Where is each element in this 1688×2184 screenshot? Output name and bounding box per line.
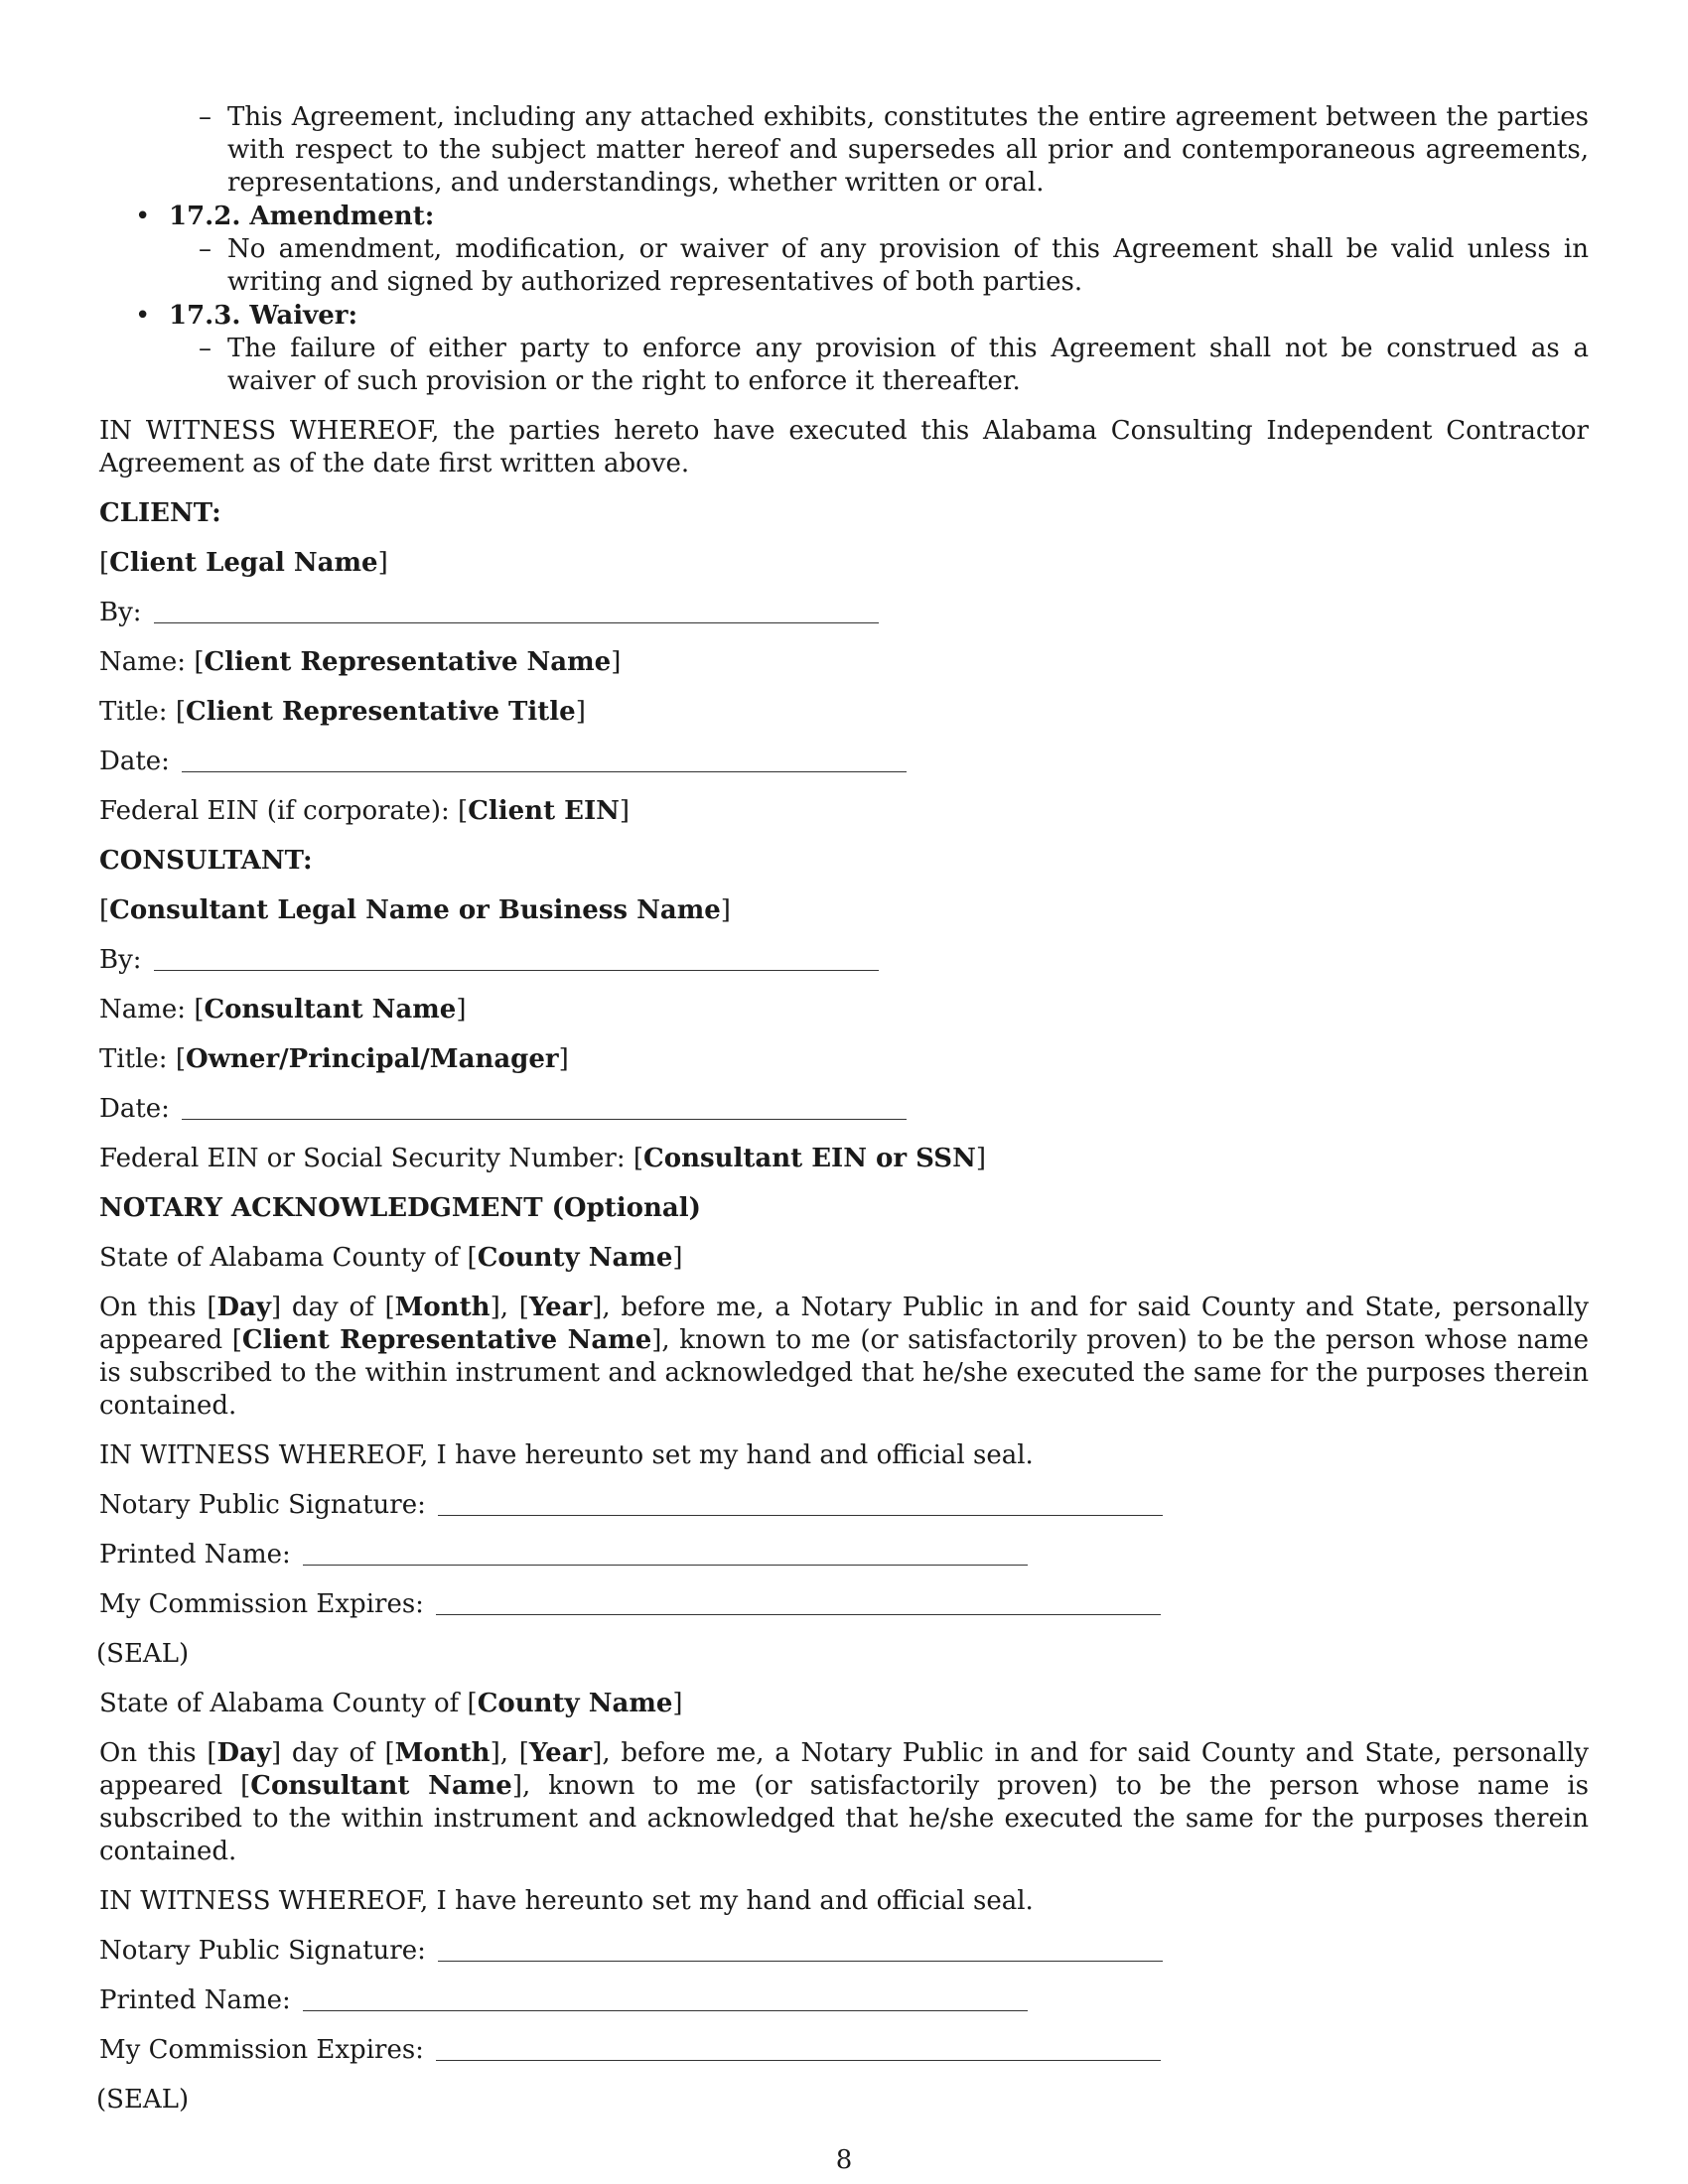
notary-client-commission-line: My Commission Expires:: [99, 1588, 1589, 1621]
notary-client-seal: (SEAL): [96, 1639, 190, 1669]
notary-consultant-acknowledgment: On this [Day] day of [Month], [Year], before me, a Notary Public in and for said County and State, personally appeared [Consultant Name], known to me (or satisfactorily proven) to be the person whose name is subscribed to the within instrument and acknowledged that he/she executed the same for the purposes therein contained.: [99, 1738, 1589, 1866]
client-date-line: Date:: [99, 746, 1589, 778]
waiver-bullet: • 17.3. Waiver:: [135, 301, 358, 331]
entire-agreement-item: – This Agreement, including any attached exhibits, constitutes the entire agreement between the parties with respect to the subject matter hereof and supersedes all prior and contemporaneous agreements, representations, and understandings, whether written or oral.: [199, 102, 1589, 198]
entire-agreement-text: This Agreement, including any attached exhibits, constitutes the entire agreement between the parties with respect to the subject matter hereof and supersedes all prior and contemporaneous agreements, representations, and understandings, whether written or oral.: [227, 102, 1589, 198]
notary-client-acknowledgment: On this [Day] day of [Month], [Year], before me, a Notary Public in and for said County and State, personally appeared [Client Representative Name], known to me (or satisfactorily proven) to be the person whose name is subscribed to the within instrument and acknowledged that he/she executed the same for the purposes therein contained.: [99, 1293, 1589, 1421]
consultant-name-line: Name: [Consultant Name]: [99, 995, 467, 1024]
client-signature-field[interactable]: [154, 599, 879, 623]
waiver-item: – The failure of either party to enforce any provision of this Agreement shall not be construed as a waiver of such provision or the right to enforce it thereafter.: [199, 334, 1589, 396]
client-title-line: Title: [Client Representative Title]: [99, 697, 586, 727]
notary-client-signature-line: Notary Public Signature:: [99, 1489, 1589, 1522]
consultant-date-field[interactable]: [182, 1095, 907, 1120]
consultant-date-line: Date:: [99, 1093, 1589, 1126]
notary-consultant-state-line: State of Alabama County of [County Name]: [99, 1689, 683, 1718]
client-ein-line: Federal EIN (if corporate): [Client EIN]: [99, 796, 631, 826]
consultant-ein-line: Federal EIN or Social Security Number: [Consultant EIN or SSN]: [99, 1144, 987, 1173]
notary-consultant-seal: (SEAL): [96, 2085, 190, 2115]
notary-consultant-signature-line: Notary Public Signature:: [99, 1935, 1589, 1968]
page-content: [96, 101, 1589, 2116]
notary-client-printed-name-field[interactable]: [303, 1541, 1028, 1566]
client-date-field[interactable]: [182, 748, 907, 772]
notary-consultant-signature-field[interactable]: [438, 1937, 1163, 1962]
notary-consultant-printed-name-line: Printed Name:: [99, 1984, 1589, 2017]
consultant-heading: CONSULTANT:: [99, 846, 313, 876]
notary-consultant-witness: IN WITNESS WHEREOF, I have hereunto set my hand and official seal.: [99, 1886, 1034, 1916]
amendment-text: No amendment, modification, or waiver of any provision of this Agreement shall be valid unless in writing and signed by authorized representatives of both parties.: [227, 234, 1589, 297]
amendment-item: – No amendment, modification, or waiver of any provision of this Agreement shall be valid unless in writing and signed by authorized representatives of both parties.: [199, 234, 1589, 297]
witness-statement: IN WITNESS WHEREOF, the parties hereto have executed this Alabama Consulting Independent Contractor Agreement as of the date first written above.: [99, 416, 1589, 478]
notary-consultant-commission-field[interactable]: [436, 2036, 1161, 2061]
notary-heading: NOTARY ACKNOWLEDGMENT (Optional): [99, 1193, 701, 1223]
waiver-text: The failure of either party to enforce any provision of this Agreement shall not be construed as a waiver of such provision or the right to enforce it thereafter.: [227, 334, 1589, 396]
waiver-heading: 17.3. Waiver:: [169, 301, 358, 331]
client-name-line: Name: [Client Representative Name]: [99, 647, 622, 677]
notary-client-commission-field[interactable]: [436, 1590, 1161, 1615]
client-heading: CLIENT:: [99, 498, 221, 528]
notary-consultant-printed-name-field[interactable]: [303, 1986, 1028, 2011]
client-legal-name: [Client Legal Name]: [99, 548, 388, 578]
page-number: 8: [835, 2145, 853, 2175]
amendment-heading: 17.2. Amendment:: [169, 202, 435, 231]
consultant-title-line: Title: [Owner/Principal/Manager]: [99, 1044, 569, 1074]
amendment-bullet: • 17.2. Amendment:: [135, 202, 435, 231]
notary-consultant-commission-line: My Commission Expires:: [99, 2034, 1589, 2067]
client-by-line: By:: [99, 597, 1589, 629]
consultant-signature-field[interactable]: [154, 946, 879, 971]
notary-client-signature-field[interactable]: [438, 1491, 1163, 1516]
notary-client-state-line: State of Alabama County of [County Name]: [99, 1243, 683, 1273]
consultant-legal-name: [Consultant Legal Name or Business Name]: [99, 895, 731, 925]
consultant-by-line: By:: [99, 944, 1589, 977]
notary-client-printed-name-line: Printed Name:: [99, 1539, 1589, 1571]
notary-client-witness: IN WITNESS WHEREOF, I have hereunto set my hand and official seal.: [99, 1440, 1034, 1470]
